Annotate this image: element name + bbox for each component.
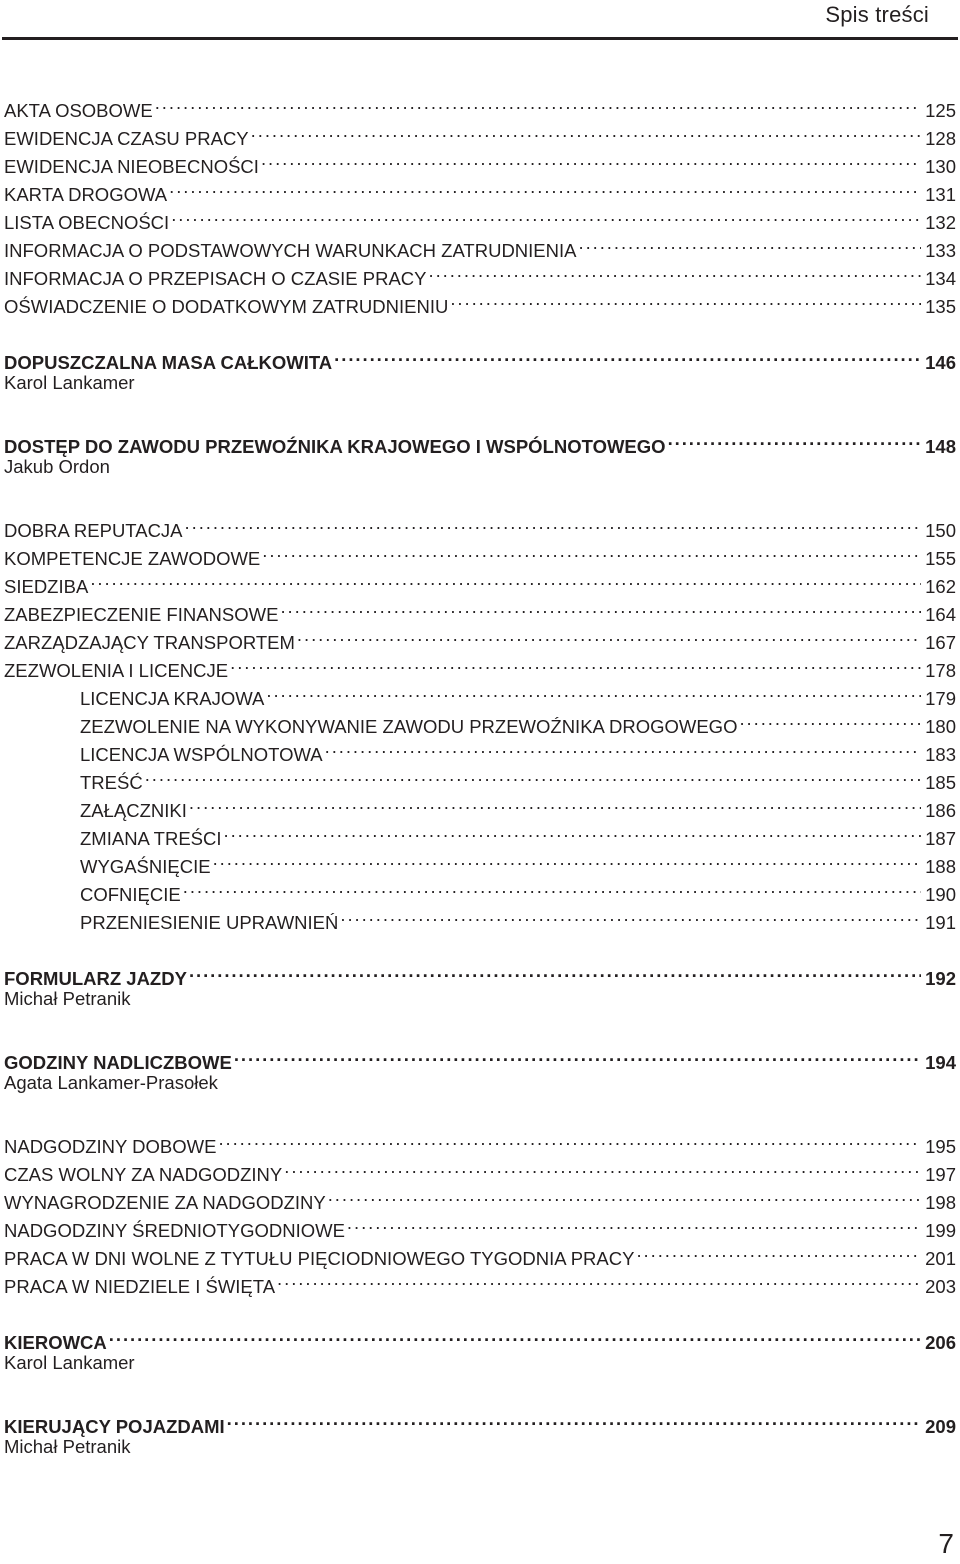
toc-entry[interactable]	[4, 789, 956, 821]
toc-entry-label: GODZINY NADLICZBOWE	[4, 1052, 232, 1073]
dot-leader	[185, 509, 922, 537]
dot-leader	[90, 565, 921, 593]
toc-entry-page: 195	[925, 1136, 956, 1157]
dot-leader	[224, 817, 922, 845]
dot-leader	[109, 1321, 921, 1349]
toc-entry-label: ZEZWOLENIA I LICENCJE	[4, 660, 229, 681]
toc-entry-label: ZABEZPIECZENIE FINANSOWE	[4, 604, 279, 625]
toc-entry-label: EWIDENCJA NIEOBECNOŚCI	[4, 156, 259, 177]
toc-entry-label: KIERUJĄCY POJAZDAMI	[4, 1416, 225, 1437]
section-author: Michał Petranik	[4, 1436, 131, 1457]
toc-entry-page: 187	[925, 828, 956, 849]
dot-leader	[328, 1181, 921, 1209]
dot-leader	[340, 901, 921, 929]
dot-leader	[668, 425, 922, 453]
section-author: Karol Lankamer	[4, 1352, 135, 1373]
dot-leader	[450, 285, 921, 313]
dot-leader	[169, 173, 921, 201]
toc-entry-label: WYNAGRODZENIE ZA NADGODZINY	[4, 1192, 326, 1213]
toc-entry-label: SIEDZIBA	[4, 576, 89, 597]
toc-entry-label: KIEROWCA	[4, 1332, 107, 1353]
toc-group-access	[4, 509, 956, 681]
toc-entry-label: OŚWIADCZENIE O DODATKOWYM ZATRUDNIENIU	[4, 296, 449, 317]
toc-entry-label: PRZENIESIENIE UPRAWNIEŃ	[80, 912, 339, 933]
dot-leader	[347, 1209, 921, 1237]
toc-entry-page: 203	[925, 1276, 956, 1297]
dot-leader	[189, 957, 921, 985]
dot-leader	[251, 117, 921, 145]
toc-entry-label: PRACA W NIEDZIELE I ŚWIĘTA	[4, 1276, 276, 1297]
toc-entry-page: 192	[925, 968, 956, 989]
dot-leader	[189, 789, 921, 817]
toc-entry[interactable]	[4, 761, 956, 793]
toc-entry-label: INFORMACJA O PRZEPISACH O CZASIE PRACY	[4, 268, 427, 289]
toc-entry-page: 130	[925, 156, 956, 177]
spacer	[4, 1097, 956, 1125]
toc-entry-page: 188	[925, 856, 956, 877]
dot-leader	[155, 89, 921, 117]
spacer	[4, 481, 956, 509]
toc-entry[interactable]	[4, 565, 956, 597]
toc-entry-page: 179	[925, 688, 956, 709]
dot-leader	[213, 845, 922, 873]
section-author: Agata Lankamer-Prasołek	[4, 1072, 218, 1093]
toc-entry-label: KARTA DROGOWA	[4, 184, 168, 205]
dot-leader	[277, 1265, 921, 1293]
toc-entry-label: ZARZĄDZAJĄCY TRANSPORTEM	[4, 632, 295, 653]
dot-leader	[297, 621, 921, 649]
toc-entry-page: 135	[925, 296, 956, 317]
spacer	[4, 1013, 956, 1041]
dot-leader	[227, 1405, 921, 1433]
toc-entry-label: LICENCJA WSPÓLNOTOWA	[80, 744, 323, 765]
toc-entry[interactable]	[4, 1125, 956, 1157]
toc-entry-label: ZAŁĄCZNIKI	[80, 800, 187, 821]
dot-leader	[234, 1041, 921, 1069]
dot-leader	[739, 705, 921, 733]
toc-entry-page: 190	[925, 884, 956, 905]
toc-entry-label: CZAS WOLNY ZA NADGODZINY	[4, 1164, 283, 1185]
dot-leader	[280, 593, 921, 621]
toc-entry-label: TREŚĆ	[80, 772, 143, 793]
toc-entry-page: 194	[925, 1052, 956, 1073]
dot-leader	[284, 1153, 921, 1181]
toc-entry-page: 185	[925, 772, 956, 793]
toc-entry-page: 132	[925, 212, 956, 233]
toc-group-forms	[4, 89, 956, 317]
dot-leader	[266, 677, 921, 705]
toc-entry-page: 183	[925, 744, 956, 765]
toc-entry-page: 209	[925, 1416, 956, 1437]
toc-entry-page: 146	[925, 352, 956, 373]
dot-leader	[428, 257, 921, 285]
dot-leader	[230, 649, 921, 677]
header-divider	[2, 37, 958, 40]
toc-entry-page: 150	[925, 520, 956, 541]
toc-section-entry[interactable]	[4, 341, 956, 373]
toc-entry[interactable]	[4, 89, 956, 121]
page-header	[0, 0, 960, 44]
toc-entry-page: 201	[925, 1248, 956, 1269]
table-of-contents	[4, 89, 956, 1461]
toc-group-overtime	[4, 1125, 956, 1297]
toc-entry-page: 162	[925, 576, 956, 597]
toc-entry-label: LICENCJA KRAJOWA	[80, 688, 265, 709]
dot-leader	[325, 733, 922, 761]
toc-entry[interactable]	[4, 509, 956, 541]
toc-entry-label: ZMIANA TREŚCI	[80, 828, 222, 849]
toc-entry-page: 167	[925, 632, 956, 653]
toc-entry-label: INFORMACJA O PODSTAWOWYCH WARUNKACH ZATRUDNIENIA	[4, 240, 577, 261]
toc-section-entry[interactable]	[4, 1041, 956, 1073]
toc-entry-label: WYGAŚNIĘCIE	[80, 856, 211, 877]
toc-entry-label: AKTA OSOBOWE	[4, 100, 153, 121]
toc-entry-page: 186	[925, 800, 956, 821]
dot-leader	[636, 1237, 921, 1265]
toc-section-entry[interactable]	[4, 957, 956, 989]
dot-leader	[261, 145, 921, 173]
toc-entry-page: 148	[925, 436, 956, 457]
toc-entry-page: 128	[925, 128, 956, 149]
toc-entry-page: 133	[925, 240, 956, 261]
toc-entry-label: EWIDENCJA CZASU PRACY	[4, 128, 249, 149]
section-author: Michał Petranik	[4, 988, 131, 1009]
dot-leader	[171, 201, 921, 229]
toc-entry-label: LISTA OBECNOŚCI	[4, 212, 170, 233]
toc-entry-label: NADGODZINY ŚREDNIOTYGODNIOWE	[4, 1220, 345, 1241]
dot-leader	[145, 761, 921, 789]
dot-leader	[183, 873, 921, 901]
toc-entry-label: COFNIĘCIE	[80, 884, 181, 905]
toc-entry-label: DOSTĘP DO ZAWODU PRZEWOŹNIKA KRAJOWEGO I WSPÓLNOTOWEGO	[4, 436, 666, 457]
toc-section-entry[interactable]	[4, 1321, 956, 1353]
toc-section-entry[interactable]	[4, 1405, 956, 1437]
toc-group-licences	[4, 677, 956, 933]
toc-entry-page: 191	[925, 912, 956, 933]
toc-entry-page: 125	[925, 100, 956, 121]
dot-leader	[218, 1125, 921, 1153]
toc-entry-label: KOMPETENCJE ZAWODOWE	[4, 548, 261, 569]
dot-leader	[262, 537, 921, 565]
section-author: Karol Lankamer	[4, 372, 135, 393]
section-author: Jakub Ordon	[4, 456, 110, 477]
toc-entry[interactable]	[4, 593, 956, 625]
toc-entry-page: 198	[925, 1192, 956, 1213]
toc-entry-page: 131	[925, 184, 956, 205]
toc-entry-label: PRACA W DNI WOLNE Z TYTUŁU PIĘCIODNIOWEGO TYGODNIA PRACY	[4, 1248, 635, 1269]
dot-leader	[334, 341, 921, 369]
dot-leader	[578, 229, 921, 257]
toc-entry-page: 199	[925, 1220, 956, 1241]
spacer	[4, 1377, 956, 1405]
toc-entry-page: 180	[925, 716, 956, 737]
toc-entry-label: NADGODZINY DOBOWE	[4, 1136, 217, 1157]
page-title: Spis treści	[825, 2, 929, 27]
toc-entry-page: 155	[925, 548, 956, 569]
toc-entry-page: 134	[925, 268, 956, 289]
spacer	[4, 397, 956, 425]
toc-entry-page: 206	[925, 1332, 956, 1353]
toc-entry-page: 178	[925, 660, 956, 681]
page-number: 7	[938, 1528, 954, 1559]
toc-entry-label: FORMULARZ JAZDY	[4, 968, 187, 989]
toc-entry-label: DOPUSZCZALNA MASA CAŁKOWITA	[4, 352, 333, 373]
toc-section-entry[interactable]	[4, 425, 956, 457]
toc-entry-label: ZEZWOLENIE NA WYKONYWANIE ZAWODU PRZEWOŹNIKA DROGOWEGO	[80, 716, 738, 737]
toc-entry-page: 164	[925, 604, 956, 625]
toc-entry-page: 197	[925, 1164, 956, 1185]
toc-entry-label: DOBRA REPUTACJA	[4, 520, 183, 541]
